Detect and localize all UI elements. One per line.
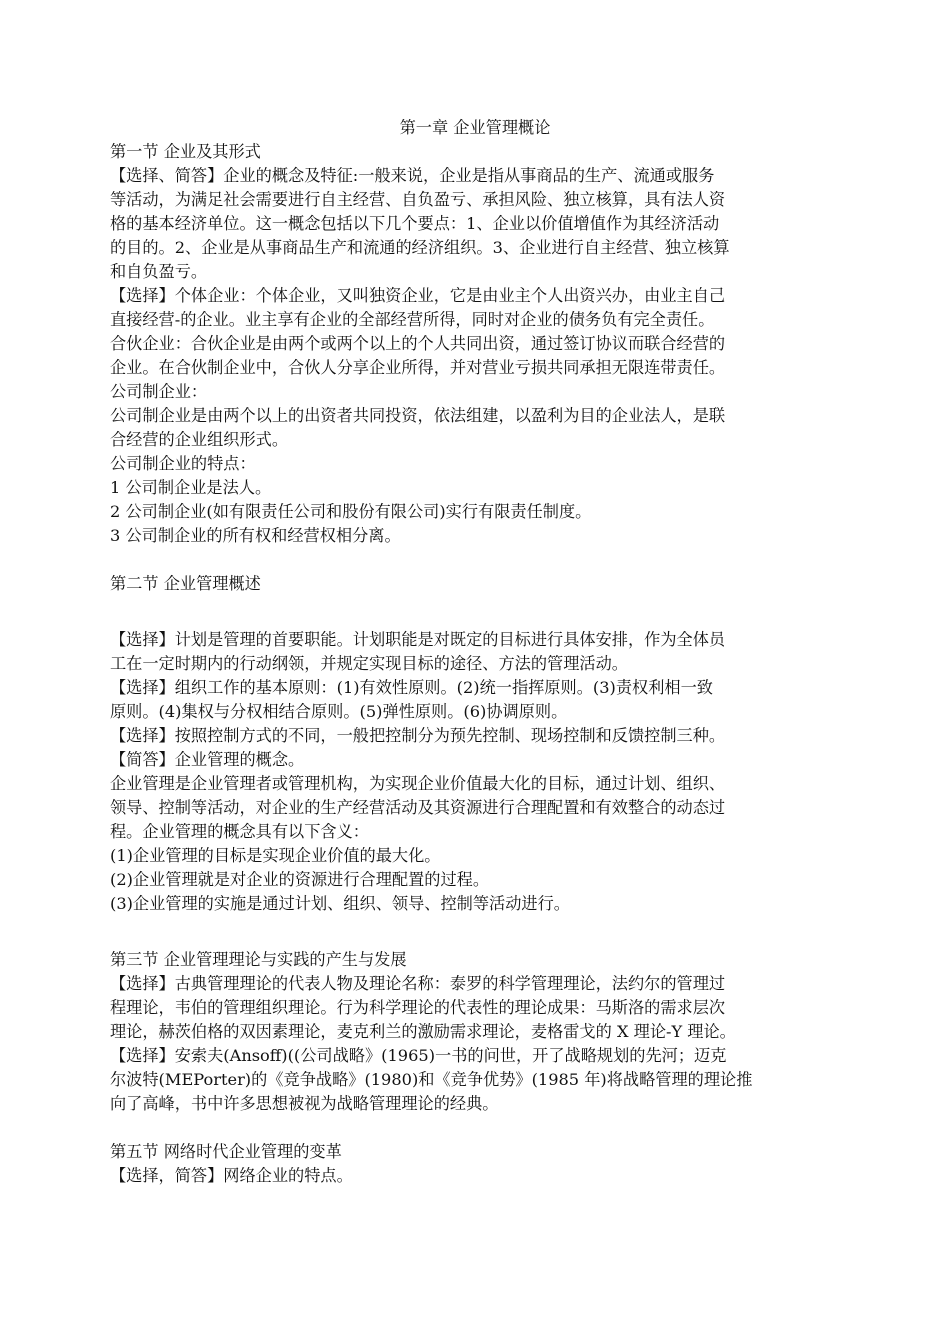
paragraph-line: 【选择】安索夫(Ansoff)((公司战略》(1965)一书的问世，开了战略规划的先河；迈克	[110, 1046, 727, 1065]
list-item: 3 公司制企业的所有权和经营权相分离。	[110, 526, 401, 545]
paragraph-line: 原则。(4)集权与分权相结合原则。(5)弹性原则。(6)协调原则。	[110, 702, 568, 721]
paragraph-line: 尔波特(MEPorter)的《竞争战略》(1980)和《竞争优势》(1985 年)将战略管理的理论推	[110, 1070, 753, 1089]
paragraph-line: 向了高峰，书中许多思想被视为战略管理理论的经典。	[110, 1094, 499, 1113]
list-item: (1)企业管理的目标是实现企业价值的最大化。	[110, 846, 441, 865]
paragraph-line: 【选择】组织工作的基本原则：(1)有效性原则。(2)统一指挥原则。(3)责权利相一致	[110, 678, 713, 697]
section-heading-5: 第五节 网络时代企业管理的变革	[110, 1142, 342, 1161]
paragraph-line: 格的基本经济单位。这一概念包括以下几个要点：1、企业以价值增值作为其经济活动	[110, 214, 720, 233]
paragraph-line: 【选择】计划是管理的首要职能。计划职能是对既定的目标进行具体安排，作为全体员	[110, 630, 726, 649]
spacer	[110, 620, 840, 628]
paragraph-line: 的目的。2、企业是从事商品生产和流通的经济组织。3、企业进行自主经营、独立核算	[110, 238, 730, 257]
paragraph-line: 【选择、简答】企业的概念及特征:一般来说，企业是指从事商品的生产、流通或服务	[110, 166, 715, 185]
paragraph-line: 企业。在合伙制企业中，合伙人分享企业所得，并对营业亏损共同承担无限连带责任。	[110, 358, 726, 377]
blank-line	[110, 596, 840, 620]
chapter-title: 第一章 企业管理概论	[399, 118, 551, 137]
paragraph-line: 合经营的企业组织形式。	[110, 430, 289, 449]
paragraph-line: 【选择，简答】网络企业的特点。	[110, 1166, 353, 1185]
paragraph-line: 公司制企业的特点：	[110, 454, 256, 473]
paragraph-line: 领导、控制等活动，对企业的生产经营活动及其资源进行合理配置和有效整合的动态过	[110, 798, 726, 817]
section-heading-1: 第一节 企业及其形式	[110, 142, 261, 161]
blank-line	[110, 548, 840, 572]
paragraph-line: 和自负盈亏。	[110, 262, 208, 281]
paragraph-line: 合伙企业：合伙企业是由两个或两个以上的个人共同出资，通过签订协议而联合经营的	[110, 334, 726, 353]
spacer	[110, 940, 840, 948]
paragraph-line: 理论，赫茨伯格的双因素理论，麦克利兰的激励需求理论，麦格雷戈的 X 理论-Y 理论。	[110, 1022, 736, 1041]
paragraph-line: 【简答】企业管理的概念。	[110, 750, 305, 769]
paragraph-line: 直接经营-的企业。业主享有企业的全部经营所得，同时对企业的债务负有完全责任。	[110, 310, 715, 329]
paragraph-line: 程。企业管理的概念具有以下含义：	[110, 822, 369, 841]
list-item: (2)企业管理就是对企业的资源进行合理配置的过程。	[110, 870, 490, 889]
paragraph-line: 公司制企业：	[110, 382, 208, 401]
paragraph-line: 企业管理是企业管理者或管理机构，为实现企业价值最大化的目标，通过计划、组织、	[110, 774, 726, 793]
list-item: 2 公司制企业(如有限责任公司和股份有限公司)实行有限责任制度。	[110, 502, 592, 521]
section-heading-2: 第二节 企业管理概述	[110, 574, 261, 593]
document-body	[110, 140, 840, 1188]
paragraph-line: 等活动，为满足社会需要进行自主经营、自负盈亏、承担风险、独立核算，具有法人资	[110, 190, 726, 209]
blank-line	[110, 916, 840, 940]
blank-line	[110, 1116, 840, 1140]
list-item: 1 公司制企业是法人。	[110, 478, 272, 497]
section-heading-3: 第三节 企业管理理论与实践的产生与发展	[110, 950, 407, 969]
paragraph-line: 程理论，韦伯的管理组织理论。行为科学理论的代表性的理论成果：马斯洛的需求层次	[110, 998, 726, 1017]
paragraph-line: 工在一定时期内的行动纲领，并规定实现目标的途径、方法的管理活动。	[110, 654, 628, 673]
paragraph-line: 公司制企业是由两个以上的出资者共同投资，依法组建，以盈利为目的企业法人，是联	[110, 406, 726, 425]
list-item: (3)企业管理的实施是通过计划、组织、领导、控制等活动进行。	[110, 894, 570, 913]
paragraph-line: 【选择】古典管理理论的代表人物及理论名称：泰罗的科学管理理论，法约尔的管理过	[110, 974, 726, 993]
paragraph-line: 【选择】个体企业：个体企业，又叫独资企业，它是由业主个人出资兴办，由业主自己	[110, 286, 726, 305]
paragraph-line: 【选择】按照控制方式的不同，一般把控制分为预先控制、现场控制和反馈控制三种。	[110, 726, 726, 745]
